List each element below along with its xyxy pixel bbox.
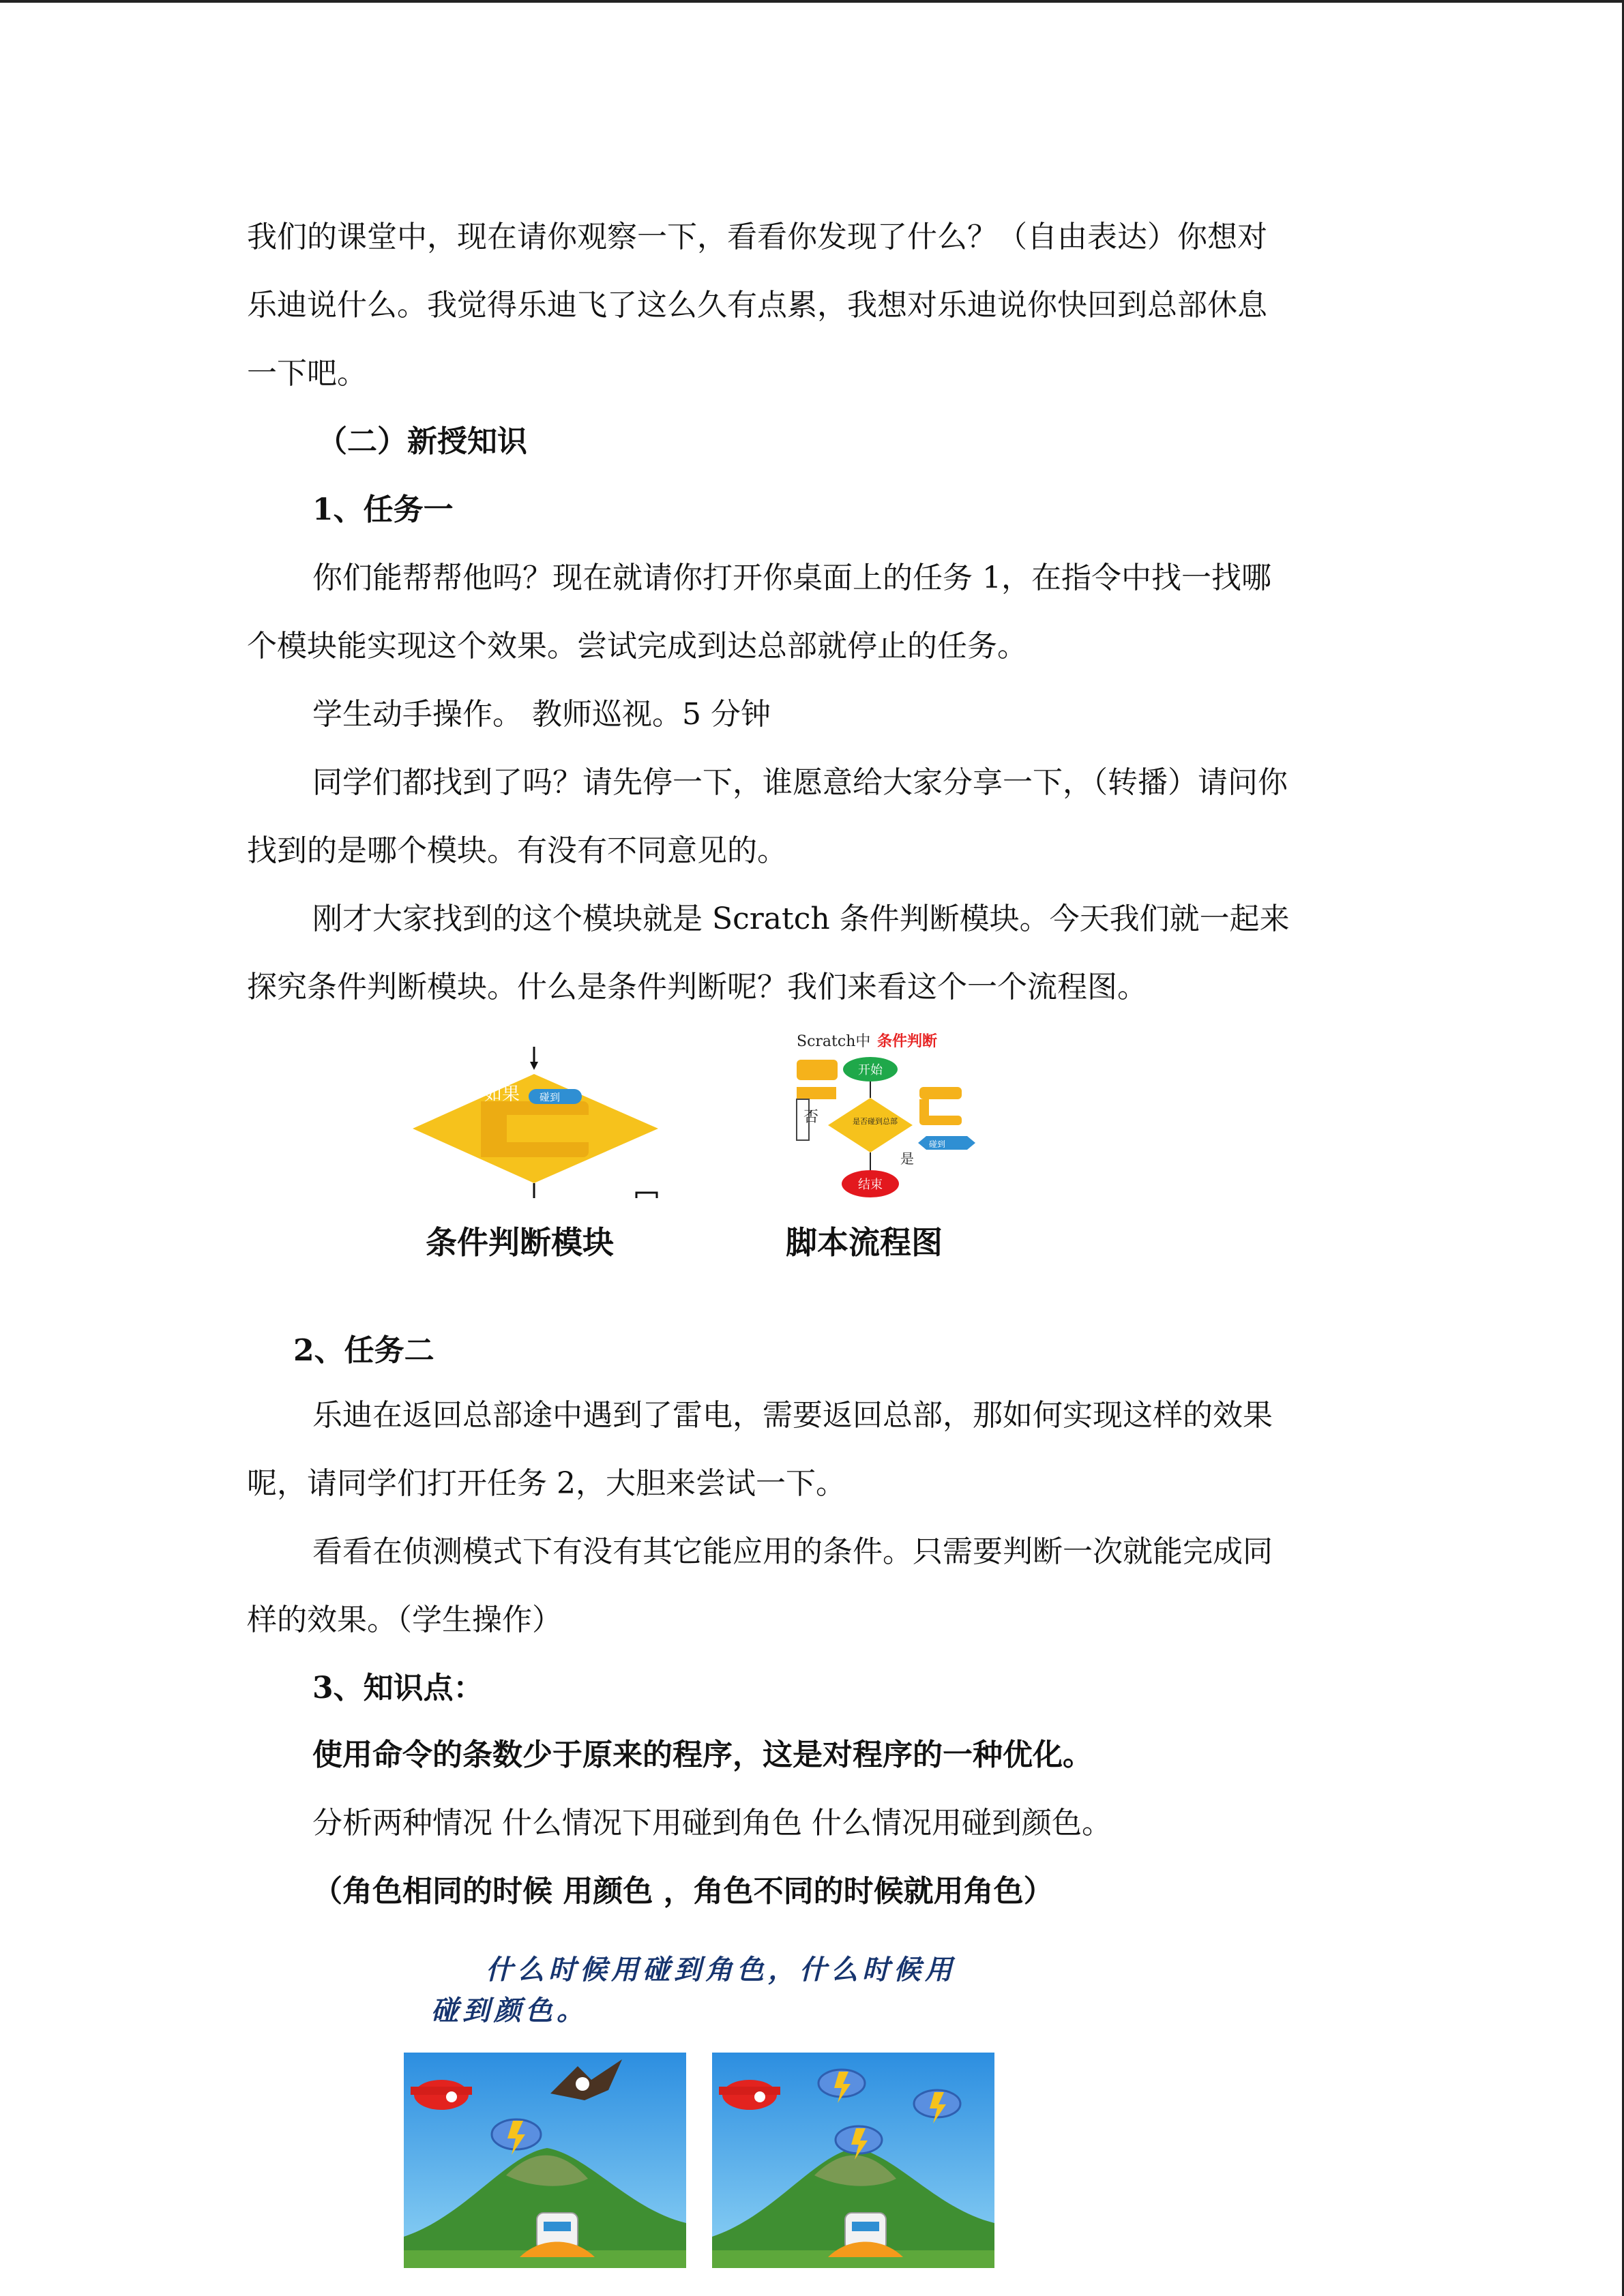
flowchart-figure [790, 1030, 994, 1212]
paragraph-line: 乐迪在返回总部途中遇到了雷电，需要返回总部，那如何实现这样的效果 [312, 1398, 1273, 1433]
slide-caption [423, 1948, 982, 2029]
figure1-caption: 条件判断模块 [426, 1224, 614, 1261]
key-point-note: （角色相同的时候 用颜色 ，角色不同的时候就用角色） [312, 1874, 1054, 1909]
task-heading: 2、任务二 [293, 1333, 434, 1368]
paragraph-line: 我们的课堂中，现在请你观察一下，看看你发现了什么？（自由表达）你想对 [247, 220, 1267, 254]
paragraph-line: 乐迪说什么。我觉得乐迪飞了这么久有点累，我想对乐迪说你快回到总部休息 [247, 288, 1267, 323]
scene-image-sprite [404, 2053, 686, 2268]
start-label: 开始 [858, 1063, 883, 1077]
paragraph-line: 同学们都找到了吗？请先停一下，谁愿意给大家分享一下，（转播）请问你 [312, 765, 1288, 800]
yes-label: 是 [900, 1150, 914, 1167]
corner-mark [636, 1193, 657, 1198]
slide-caption-line1: 什么时候用碰到角色，什么时候用 [486, 1954, 956, 1986]
paragraph-line: 一下吧。 [247, 356, 367, 391]
sensing-block-label: 碰到 [929, 1139, 946, 1149]
arrow-head [530, 1062, 538, 1070]
key-point: 使用命令的条数少于原来的程序，这是对程序的一种优化。 [312, 1738, 1093, 1772]
task-heading: 1、任务一 [312, 492, 454, 527]
if-block-bottom [919, 1116, 962, 1125]
paragraph-line: 呢，请同学们打开任务 2，大胆来尝试一下。 [247, 1466, 846, 1501]
paragraph-line: 学生动手操作。 教师巡视。5 分钟 [312, 697, 771, 732]
decision-label: 是否碰到总部 [853, 1117, 898, 1126]
paragraph-line: 分析两种情况 什么情况下用碰到角色 什么情况用碰到颜色。 [312, 1806, 1112, 1840]
page-top-border [0, 0, 1624, 3]
sensing-block [918, 1136, 975, 1150]
paragraph-line: 探究条件判断模块。什么是条件判断呢？我们来看这个一个流程图。 [247, 970, 1147, 1004]
flowchart-title-highlight: 条件判断 [877, 1033, 938, 1050]
section-heading: （二）新授知识 [317, 424, 527, 459]
knowledge-heading: 3、知识点： [312, 1671, 484, 1705]
flowchart-title-prefix: Scratch中 [797, 1033, 871, 1050]
figure2-caption: 脚本流程图 [786, 1224, 943, 1261]
if-block-top [919, 1087, 962, 1099]
condition-block-figure [406, 1047, 665, 1204]
forever-block [797, 1087, 836, 1099]
no-label: 否 [803, 1109, 819, 1126]
end-label: 结束 [858, 1178, 883, 1192]
scene-image-color [712, 2053, 994, 2268]
event-block [797, 1060, 838, 1080]
paragraph-line: 找到的是哪个模块。有没有不同意见的。 [247, 833, 787, 868]
paragraph-line: 你们能帮帮他吗？现在就请你打开你桌面上的任务 1，在指令中找一找哪 [312, 561, 1271, 595]
paragraph-line: 样的效果。（学生操作） [247, 1602, 562, 1637]
sensing-slot-label: 碰到 [540, 1091, 561, 1103]
paragraph-line: 个模块能实现这个效果。尝试完成到达总部就停止的任务。 [247, 629, 1027, 664]
if-block-label: 如果 [484, 1084, 520, 1105]
paragraph-line: 刚才大家找到的这个模块就是 Scratch 条件判断模块。今天我们就一起来 [312, 901, 1290, 936]
slide-caption-line2: 碰到颜色。 [431, 1995, 588, 2027]
paragraph-line: 看看在侦测模式下有没有其它能应用的条件。只需要判断一次就能完成同 [312, 1534, 1273, 1569]
